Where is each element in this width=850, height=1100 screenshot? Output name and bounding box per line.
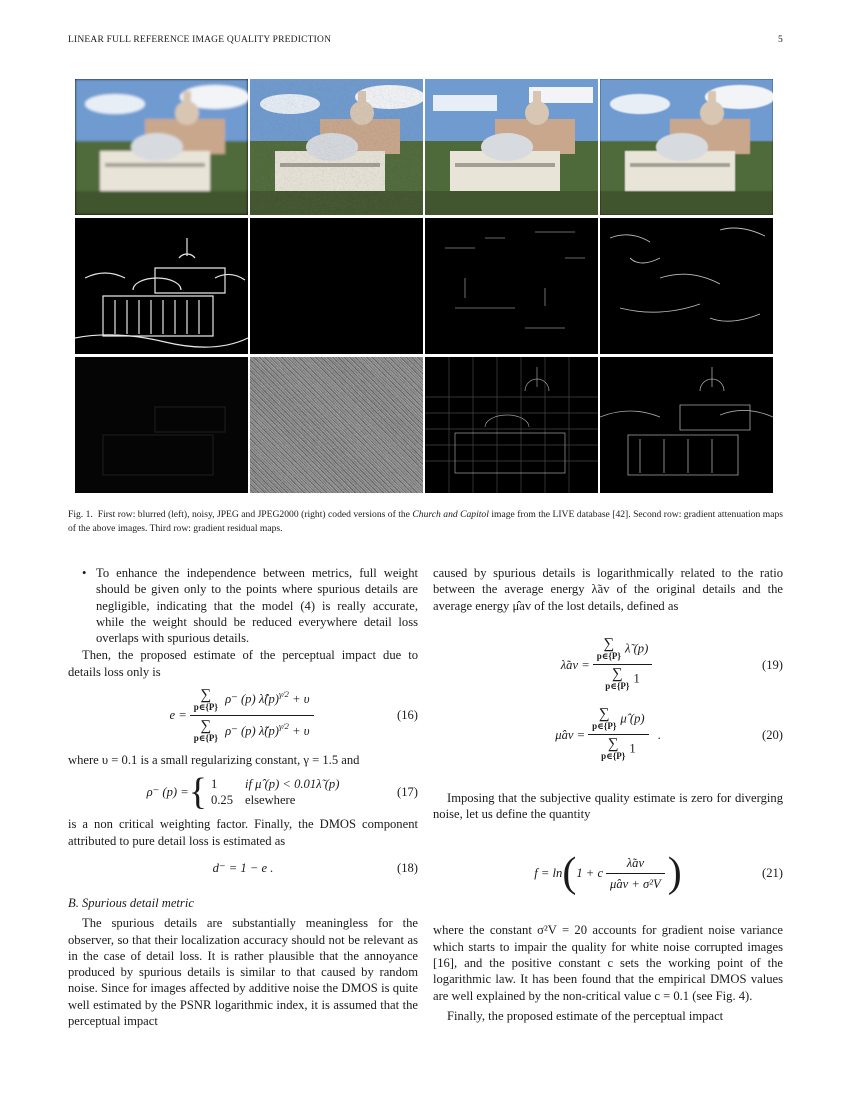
eq16-den-tail: + υ [292, 723, 310, 738]
paragraph-then: Then, the proposed estimate of the perceptual impact due to details loss only is [68, 648, 418, 679]
eq17-case1-cond: if μ̂ (p) < 0.01λ̃ (p) [244, 777, 340, 792]
attenuation-map-blurred [75, 218, 248, 354]
eq21-fraction [606, 855, 665, 893]
residual-map-jpeg-drawing [425, 357, 598, 493]
eq21-num: λ̃av [626, 855, 645, 870]
eq19-den: 1 [633, 671, 640, 686]
capitol-photo-blurred [75, 79, 248, 215]
eq21-close-paren: ) [667, 850, 682, 897]
caption-image-name: Church and Capitol [412, 509, 489, 520]
subsection-heading: B. Spurious detail metric [68, 895, 194, 910]
eq17-case2-val: 0.25 [210, 793, 234, 808]
figure-image-noisy [250, 79, 423, 215]
bullet-item [68, 565, 418, 646]
running-head [68, 35, 783, 45]
eq16-denominator [190, 718, 314, 745]
figure-caption [68, 508, 783, 535]
paragraph-spurious: The spurious details are substantially meaningless for the observer, so that their localization accuracy should not be relevant as in the case of detail loss. It is rather plausible that the annoyance produced by spurious details is similar to that caused by random noise. Since for images affected by additive noise the DMOS is quite well estimated by the PSNR logarithmic index, it is assumed that the perceptual impact [68, 916, 418, 1029]
eq17-lhs: ρ⁻ (p) = [146, 785, 189, 800]
eq20-fraction [588, 707, 648, 762]
eq16-den-exp: γ/2 [278, 720, 289, 731]
attenuation-map-noisy [250, 218, 423, 354]
equation-18 [68, 853, 418, 883]
eq19-number: (19) [762, 657, 783, 672]
bullet-text: To enhance the independence between metrics, full weight should be given only to the points where spurious details are negligible, indicating that the model (4) is really accurate, while the weight should be reduced everywhere detail loss overlaps with spurious details. [96, 566, 418, 646]
eq16-den-sum-sub: p∈{P} [193, 733, 218, 744]
figure-image-jpeg [425, 79, 598, 215]
eq16-lhs: e = [169, 707, 187, 722]
eq16-numerator [190, 686, 314, 713]
eq16-den-sum [194, 719, 218, 744]
eq19-fraction [593, 637, 653, 692]
eq17-number: (17) [397, 785, 418, 800]
eq16-den-term: ρ⁻ (p) λ̃(p) [225, 723, 279, 738]
eq19-denominator [601, 667, 644, 692]
eq20-num: μ̂ (p) [620, 711, 645, 726]
eq16-num-sum-sub: p∈{P} [193, 701, 218, 712]
eq16-num-sigma: ∑ [200, 686, 212, 703]
paragraph-where: where υ = 0.1 is a small regularizing constant, γ = 1.5 and [68, 753, 360, 768]
residual-map-jpeg2000-drawing [600, 357, 773, 493]
eq20-bar [588, 734, 648, 735]
eq20-denominator [597, 737, 640, 762]
eq19-lhs: λ̃av = [560, 657, 590, 672]
eq17-brace: { [188, 771, 207, 814]
residual-map-jpeg2000 [600, 357, 773, 493]
left-column [68, 565, 418, 1029]
eq19-den-sum [605, 667, 629, 692]
eq20-den-sum [601, 737, 625, 762]
attenuation-map-jpeg2000-drawing [600, 218, 773, 354]
eq16-number: (16) [397, 707, 418, 722]
attenuation-map-jpeg [425, 218, 598, 354]
attenuation-map-noisy-drawing [250, 218, 423, 354]
eq20-number: (20) [762, 727, 783, 742]
eq16-num-term: ρ⁻ (p) λ̂(p) [225, 691, 279, 706]
eq20-numerator [588, 707, 648, 732]
eq20-den-sigma: ∑ [607, 736, 619, 753]
equation-20 [433, 702, 783, 768]
eq19-num-sigma: ∑ [603, 636, 615, 653]
eq16-num-exp: γ/2 [278, 688, 289, 699]
eq17-cases [211, 776, 339, 808]
eq17-case2-cond: elsewhere [244, 793, 296, 808]
paragraph-caused: caused by spurious details is logarithmically related to the ratio between the average energy λ̃av of the original details and the average energy μ̂av of the lost details, defined as [433, 566, 783, 613]
caption-label: Fig. 1. [68, 509, 93, 520]
eq20-lhs: μ̂av = [555, 727, 586, 742]
paragraph-where-constant: where the constant σ²V = 20 accounts for gradient noise variance which starts to impair the quality for white noise corrupted images [16], and the positive constant c sets the working point of the logarithmic law. It has been found that the empirical DMOS values are well explained by the non-critical value c = 0.1 (see Fig. 4). [433, 923, 783, 1003]
residual-map-jpeg [425, 357, 598, 493]
equation-19 [433, 632, 783, 698]
eq20-num-sigma: ∑ [598, 706, 610, 723]
eq21-number: (21) [762, 866, 783, 881]
eq17-case-2 [211, 792, 339, 808]
eq20-tail: . [657, 727, 661, 742]
eq21-lhs: f = ln [534, 866, 563, 881]
eq19-den-sum-sub: p∈{P} [605, 681, 630, 692]
figure-image-jpeg2000 [600, 79, 773, 215]
capitol-photo-jpeg2000 [600, 79, 773, 215]
capitol-photo-noisy [250, 79, 423, 215]
eq17-case-1 [211, 776, 339, 792]
residual-map-noisy [250, 357, 423, 493]
paragraph-finally: Finally, the proposed estimate of the perceptual impact [447, 1008, 724, 1023]
capitol-photo-jpeg [425, 79, 598, 215]
eq16-den-sigma: ∑ [200, 718, 212, 735]
caption-text-1: First row: blurred (left), noisy, JPEG and JPEG2000 (right) coded versions of the [97, 509, 410, 520]
residual-map-blurred-drawing [75, 357, 248, 493]
eq19-num: λ̃ (p) [624, 641, 649, 656]
residual-map-noisy-drawing [250, 357, 423, 493]
eq16-fraction [190, 686, 314, 744]
equation-21 [433, 844, 783, 902]
right-column [433, 565, 783, 1024]
eq20-den: 1 [629, 741, 636, 756]
residual-map-blurred [75, 357, 248, 493]
eq21-open-paren: ( [562, 850, 577, 897]
eq19-den-sigma: ∑ [612, 666, 623, 683]
eq19-bar [593, 664, 653, 665]
eq21-den: μ̂av + σ²V [610, 876, 661, 891]
eq20-den-sum-sub: p∈{P} [601, 751, 626, 762]
attenuation-map-blurred-drawing [75, 218, 248, 354]
eq19-num-sum-sub: p∈{P} [596, 651, 621, 662]
eq16-bar [190, 715, 314, 716]
page-number: 5 [778, 35, 783, 45]
attenuation-map-jpeg2000 [600, 218, 773, 354]
paragraph-weighting: is a non critical weighting factor. Finally, the DMOS component attributed to pure detail loss is estimated as [68, 817, 418, 848]
eq17-case1-val: 1 [210, 777, 218, 792]
equation-16 [68, 682, 418, 748]
figure-1-grid [75, 79, 775, 494]
caption-text-2: image from the LIVE database [42]. Second row: gradient attenuation maps of the above images. Third row: gradient residual maps. [68, 509, 783, 534]
eq20-num-sum [592, 707, 616, 732]
bullet-dot-icon: • [82, 566, 87, 580]
running-title: LINEAR FULL REFERENCE IMAGE QUALITY PREDICTION [68, 35, 332, 45]
eq16-num-tail: + υ [292, 691, 310, 706]
eq19-numerator [593, 637, 653, 662]
eq21-bar [606, 873, 665, 874]
eq20-num-sum-sub: p∈{P} [592, 721, 617, 732]
eq21-one: 1 + c [576, 866, 604, 881]
paragraph-imposing: Imposing that the subjective quality estimate is zero for diverging noise, let us define the quantity [433, 790, 783, 822]
eq19-num-sum [597, 637, 621, 662]
figure-image-blurred [75, 79, 248, 215]
equation-17 [68, 770, 418, 814]
attenuation-map-jpeg-drawing [425, 218, 598, 354]
eq16-num-sum [194, 688, 218, 713]
eq18-expr: d⁻ = 1 − e . [212, 860, 274, 875]
eq18-number: (18) [397, 860, 418, 875]
